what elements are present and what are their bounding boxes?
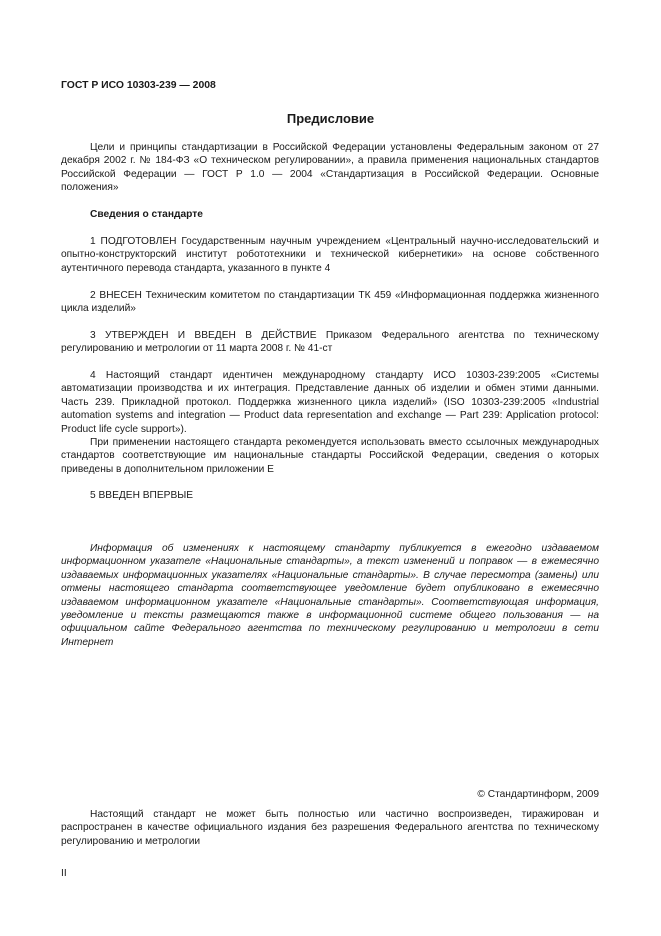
page-number: II (61, 868, 67, 879)
copyright: © Стандартинформ, 2009 (477, 789, 599, 800)
item-3-paragraph: 3 УТВЕРЖДЕН И ВВЕДЕН В ДЕЙСТВИЕ Приказом Федерального агентства по техническому регулированию и метрологии от 11 марта 2008 г. № 41-ст (61, 330, 599, 355)
item-2-paragraph: 2 ВНЕСЕН Техническим комитетом по стандартизации ТК 459 «Информационная поддержка жизненного цикла изделий» (61, 290, 599, 315)
intro-paragraph: Цели и принципы стандартизации в Российской Федерации установлены Федеральным законом от 27 декабря 2002 г. № 184-ФЗ «О техническом регулировании», а правила применения национальных стандартов Российской Федерации — ГОСТ Р 1.0 — 2004 «Стандартизация в Российской Федерации. Основные положения» (61, 142, 599, 194)
item-1-paragraph: 1 ПОДГОТОВЛЕН Государственным научным учреждением «Центральный научно-исследовательский и опытно-конструкторский институт робототехники и технической кибернетики» на основе собственного аутентичного перевода стандарта, указанного в пункте 4 (61, 236, 599, 274)
changes-notice: Информация об изменениях к настоящему стандарту публикуется в ежегодно издаваемом информационном указателе «Национальные стандарты», а текст изменений и поправок — в ежемесячно издаваемых информационных указателях «Национальные стандарты». В случае пересмотра (замены) или отмены настоящего стандарта соответствующее уведомление будет опубликовано в ежемесячно издаваемом информационном указателе «Национальные стандарты». Соответствующая информация, уведомление и тексты размещаются также в информационной системе общего пользования — на официальном сайте Федерального агентства по техническому регулированию и метрологии в сети Интернет (61, 543, 599, 648)
document-code: ГОСТ Р ИСО 10303-239 — 2008 (61, 80, 216, 91)
item-4-note-paragraph: При применении настоящего стандарта рекомендуется использовать вместо ссылочных международных стандартов соответствующие им национальные стандарты Российской Федерации, сведения о которых приведены в дополнительном приложении Е (61, 437, 599, 475)
reproduction-notice: Настоящий стандарт не может быть полностью или частично воспроизведен, тиражирован и распространен в качестве официального издания без разрешения Федерального агентства по техническому регулированию и метрологии (61, 809, 599, 847)
item-5-paragraph: 5 ВВЕДЕН ВПЕРВЫЕ (90, 490, 194, 501)
item-4-paragraph: 4 Настоящий стандарт идентичен международному стандарту ИСО 10303-239:2005 «Системы автоматизации производства и их интеграция. Представление данных об изделии и обмен этими данными. Часть 239. Прикладной протокол. Поддержка жизненного цикла изделий» (ISO 10303-239:2005 «Industrial automation systems and integration — Product data representation and exchange — Part 239: Application protocol: Product life cycle support»). (61, 370, 599, 435)
info-heading: Сведения о стандарте (90, 209, 203, 220)
page-title: Предисловие (286, 111, 375, 126)
